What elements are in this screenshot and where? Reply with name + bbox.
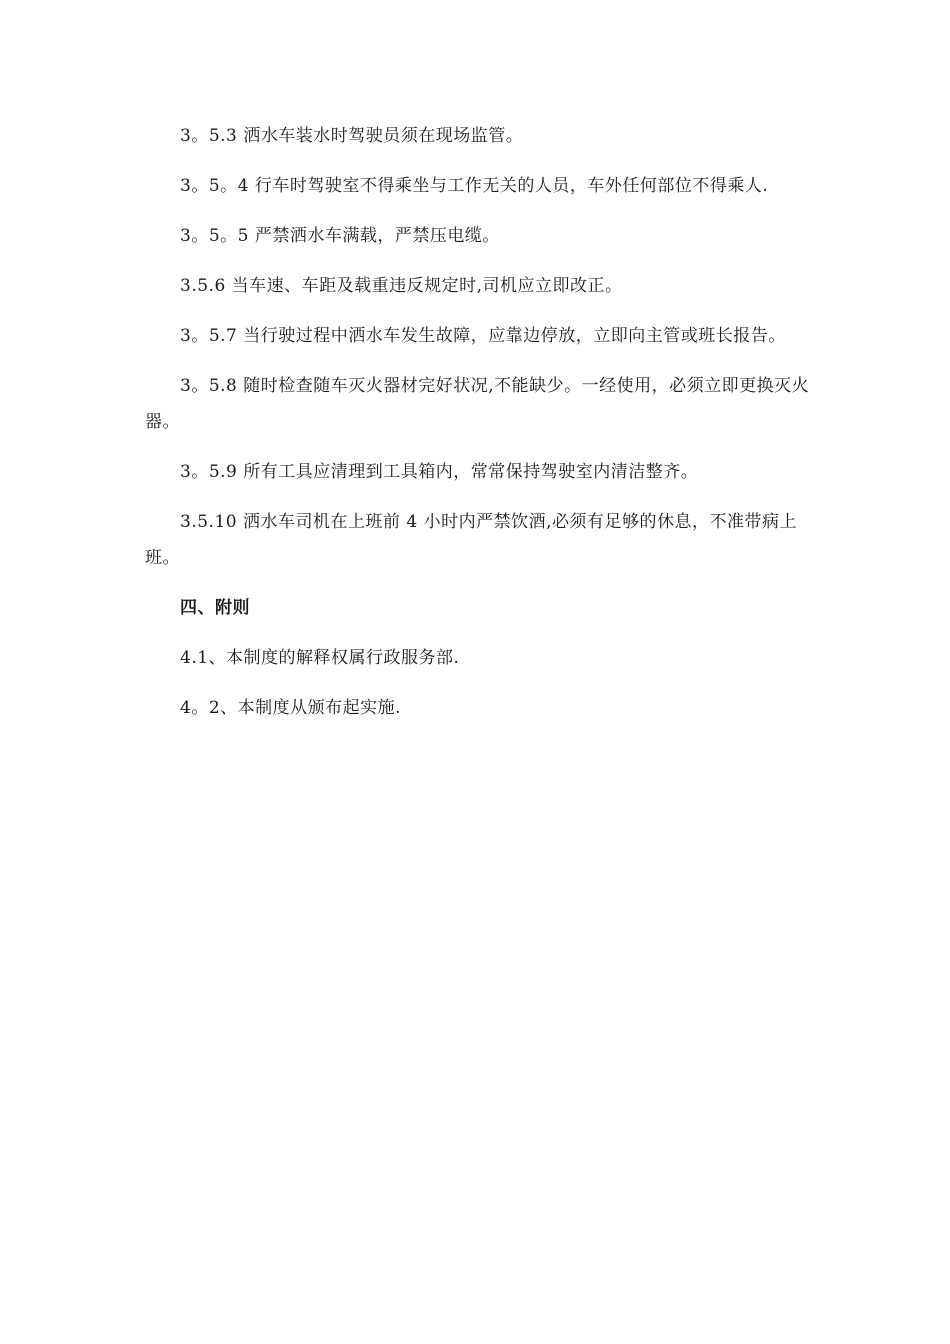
- clause-3-5-7: 3。5.7 当行驶过程中洒水车发生故障，应靠边停放，立即向主管或班长报告。: [180, 326, 786, 346]
- section-heading: 四、附则: [180, 598, 250, 618]
- appendix-4-2: 4。2、本制度从颁布起实施.: [180, 698, 402, 718]
- appendix-4-1: 4.1、本制度的解释权属行政服务部.: [180, 648, 460, 668]
- clause-3-5-3: 3。5.3 洒水车装水时驾驶员须在现场监管。: [180, 126, 524, 146]
- clause-3-5-6: 3.5.6 当车速、车距及载重违反规定时,司机应立即改正。: [180, 276, 623, 296]
- clause-3-5-9: 3。5.9 所有工具应清理到工具箱内，常常保持驾驶室内清洁整齐。: [180, 462, 699, 482]
- document-body: [145, 118, 813, 726]
- clause-3-5-5: 3。5。5 严禁洒水车满载，严禁压电缆。: [180, 226, 500, 246]
- clause-3-5-8: 3。5.8 随时检查随车灭火器材完好状况,不能缺少。一经使用，必须立即更换灭火器。: [145, 376, 810, 432]
- clause-3-5-4: 3。5。4 行车时驾驶室不得乘坐与工作无关的人员，车外任何部位不得乘人.: [180, 176, 769, 196]
- clause-3-5-10: 3.5.10 洒水车司机在上班前 4 小时内严禁饮酒,必须有足够的休息，不准带病上班。: [145, 512, 798, 568]
